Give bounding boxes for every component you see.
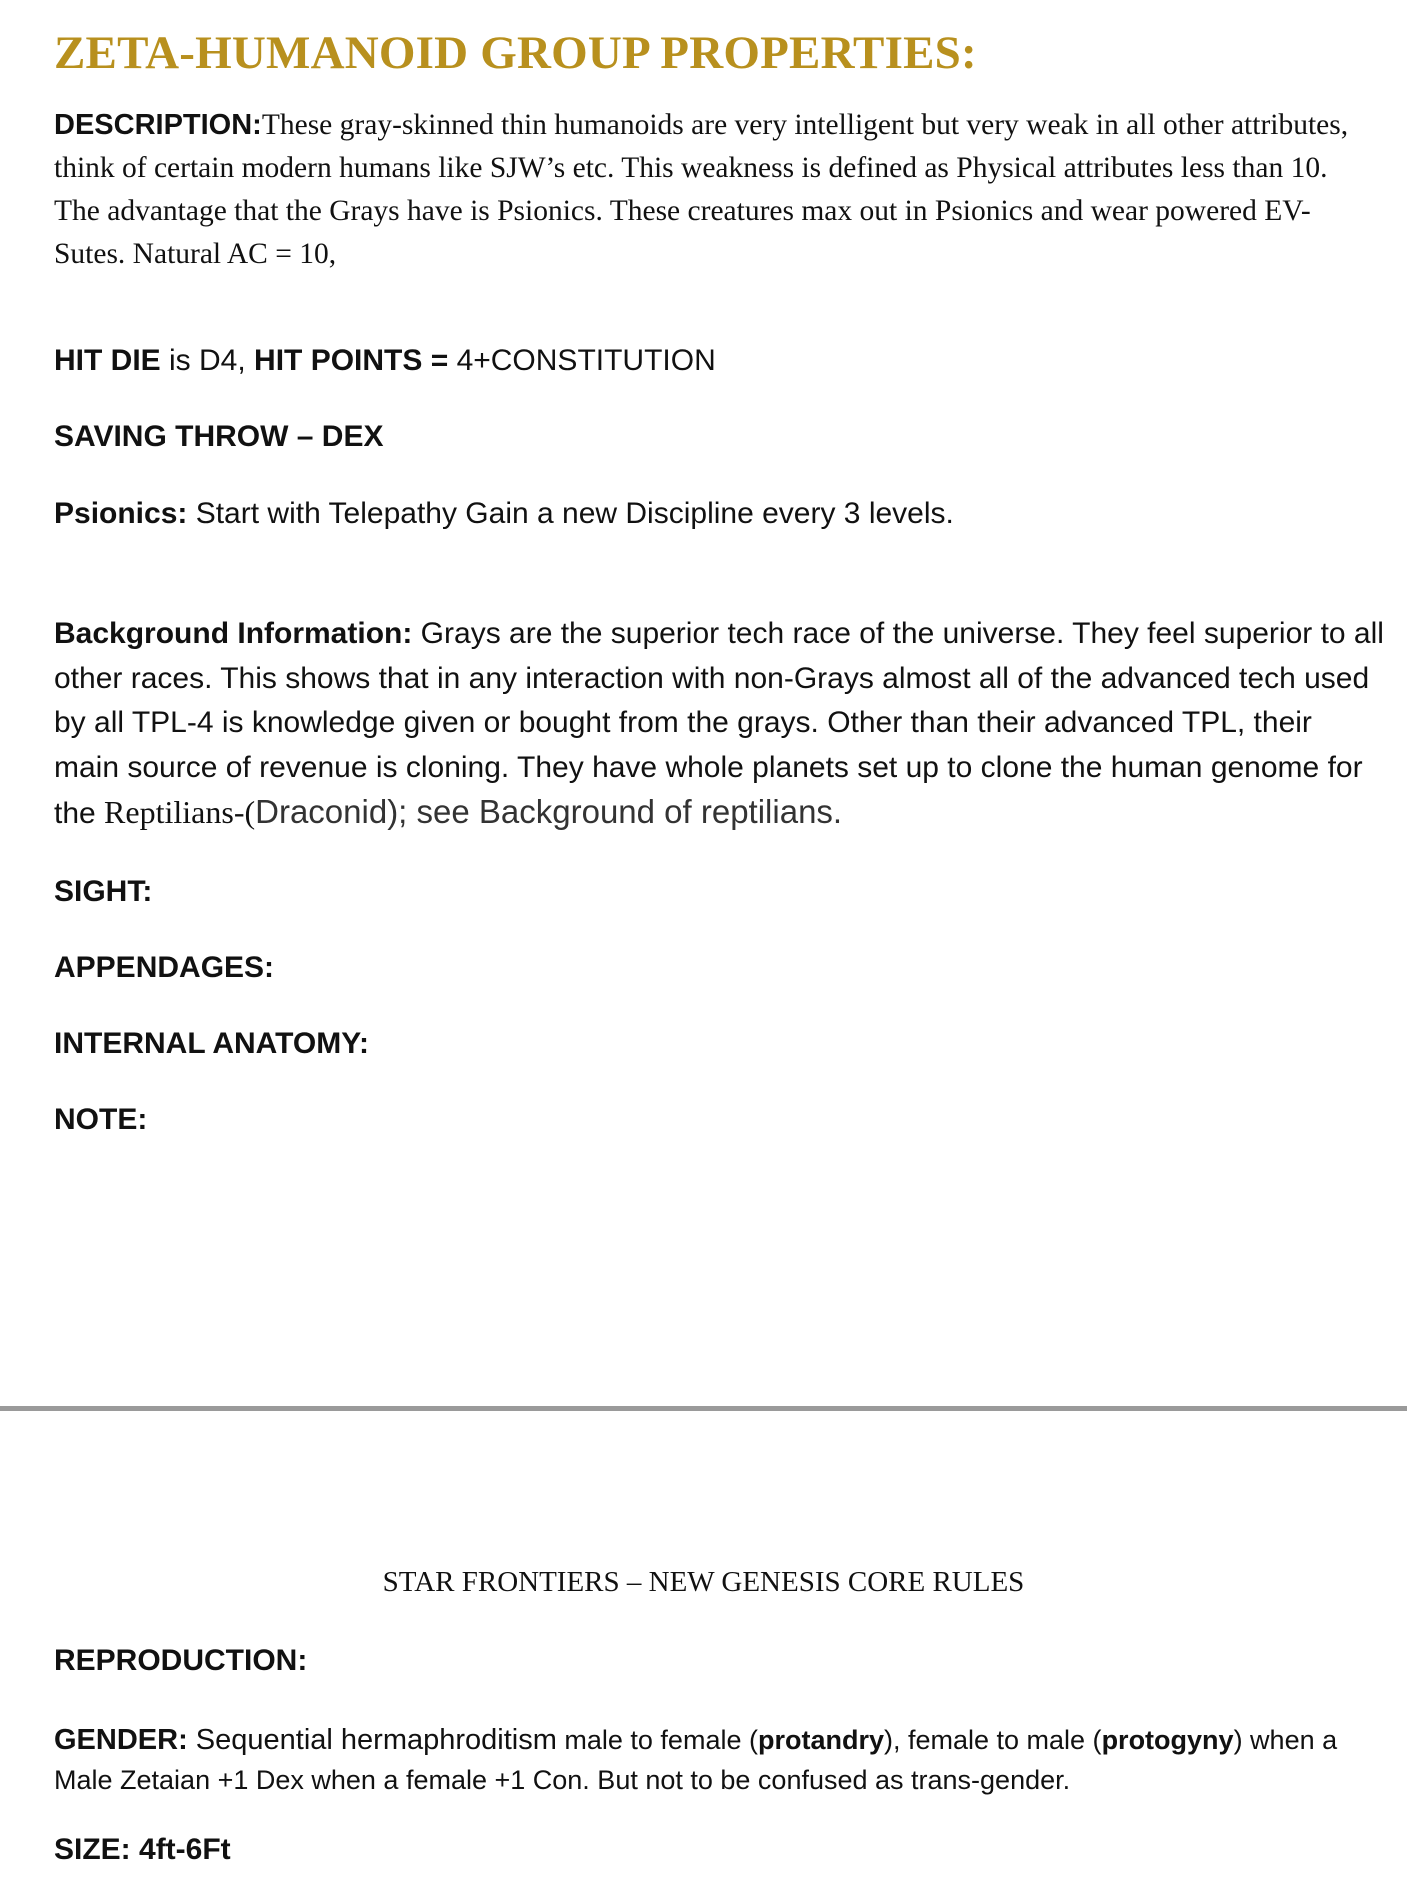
description-label: DESCRIPTION: xyxy=(54,109,262,141)
gender-part2: male to female ( xyxy=(556,1725,758,1755)
hit-die-label: HIT DIE xyxy=(54,344,161,377)
description-paragraph xyxy=(54,104,1354,276)
sight-heading: SIGHT: xyxy=(54,875,153,908)
description-text: These gray-skinned thin humanoids are very intelligent but very weak in all other attributes, think of certain modern humans like SJW’s etc. This weakness is defined as Physical attributes less than 10. The advantage that the Grays have is Psionics. These creatures max out in Psionics and wear powered EV-Sutes. Natural AC = 10, xyxy=(54,109,1349,270)
background-serif-part: Reptilians-( xyxy=(104,794,256,830)
saving-throw-heading: SAVING THROW – DEX xyxy=(54,420,384,453)
gender-protogyny: protogyny xyxy=(1101,1725,1234,1755)
psionics-text: Start with Telepathy Gain a new Discipline every 3 levels. xyxy=(187,497,954,530)
gender-paragraph xyxy=(54,1720,1384,1800)
page-title: ZETA-HUMANOID GROUP PROPERTIES: xyxy=(54,27,977,79)
psionics-line xyxy=(54,494,954,534)
background-tail: Draconid); see Background of reptilians. xyxy=(255,793,843,830)
size-heading: SIZE: 4ft-6Ft xyxy=(54,1833,231,1866)
hit-die-line xyxy=(54,341,716,381)
note-heading: NOTE: xyxy=(54,1103,148,1136)
gender-part3: ), female to male ( xyxy=(883,1725,1102,1755)
gender-protandry: protandry xyxy=(757,1725,884,1755)
hit-points-value: 4+CONSTITUTION xyxy=(456,344,716,377)
hit-die-value: is D4, xyxy=(160,344,255,377)
background-label: Background Information: xyxy=(54,617,413,650)
psionics-label: Psionics: xyxy=(54,497,188,530)
reproduction-heading: REPRODUCTION: xyxy=(54,1644,308,1677)
gender-part4: ) when a Male Zetaian +1 Dex when a female +1 Con. But not to be confused as trans-gender. xyxy=(54,1725,1338,1795)
page-footer: STAR FRONTIERS – NEW GENESIS CORE RULES xyxy=(382,1566,1025,1598)
background-text: Grays are the superior tech race of the universe. They feel superior to all other races. This shows that in any interaction with non-Grays almost all of the advanced tech used by all TPL-4 is knowledge given or bought from the grays. Other than their advanced TPL, their main source of revenue is cloning. They have whole planets set up to clone the human genome for the xyxy=(54,617,1384,830)
hit-points-label: HIT POINTS = xyxy=(254,344,457,377)
gender-label: GENDER: xyxy=(54,1724,188,1756)
appendages-heading: APPENDAGES: xyxy=(54,951,275,984)
background-paragraph xyxy=(54,612,1384,837)
internal-anatomy-heading: INTERNAL ANATOMY: xyxy=(54,1027,369,1060)
gender-part1: Sequential hermaphroditism xyxy=(187,1724,557,1756)
page-separator xyxy=(0,1406,1407,1411)
